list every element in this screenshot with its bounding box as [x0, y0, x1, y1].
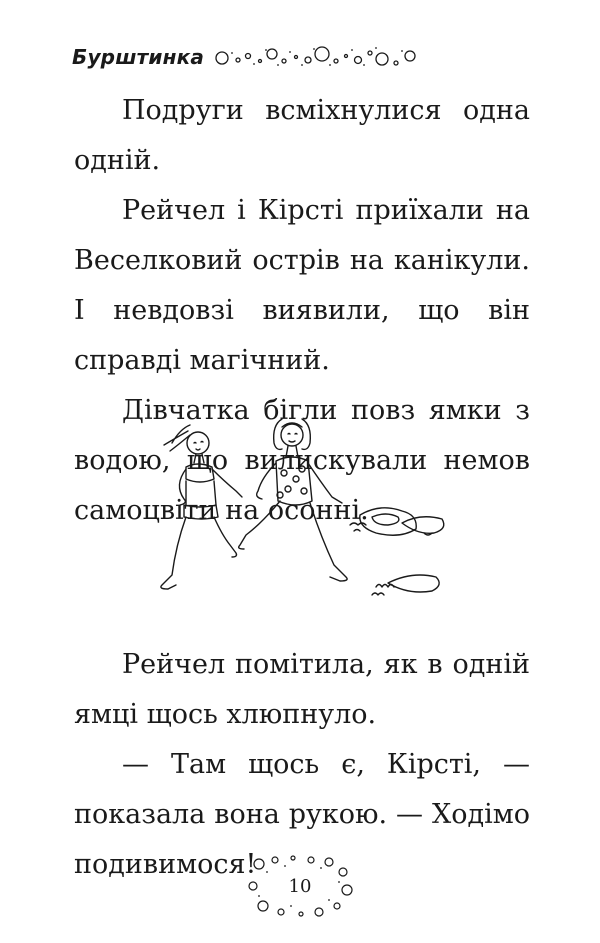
paragraph: Подруги всміхнулися одна одній.	[74, 95, 530, 176]
bubbles-ornament-icon	[212, 44, 422, 70]
paragraph: Рейчел і Кірсті приїхали на Веселковий острів на канікули. І невдовзі виявили, що він справді магічний.	[74, 195, 530, 376]
girl-left-figure	[161, 425, 242, 589]
page-footer	[0, 852, 600, 922]
page-number: 10	[288, 876, 312, 897]
paragraph: Рейчел помітила, як в одній ямці щось хлюпнуло.	[74, 649, 530, 730]
paragraph: Дівчатка бігли повз ямки з водою, що вилискували немов самоцвіти на осонні.	[74, 395, 530, 526]
book-title: Бурштинка	[72, 45, 205, 69]
girl-right-figure	[239, 419, 347, 581]
paragraph: — Там щось є, Кірсті, — показала вона рукою. — Ходімо подивимося!	[74, 749, 530, 880]
rock-pools	[350, 508, 444, 595]
running-girls-illustration	[150, 405, 450, 615]
running-header	[72, 44, 422, 70]
